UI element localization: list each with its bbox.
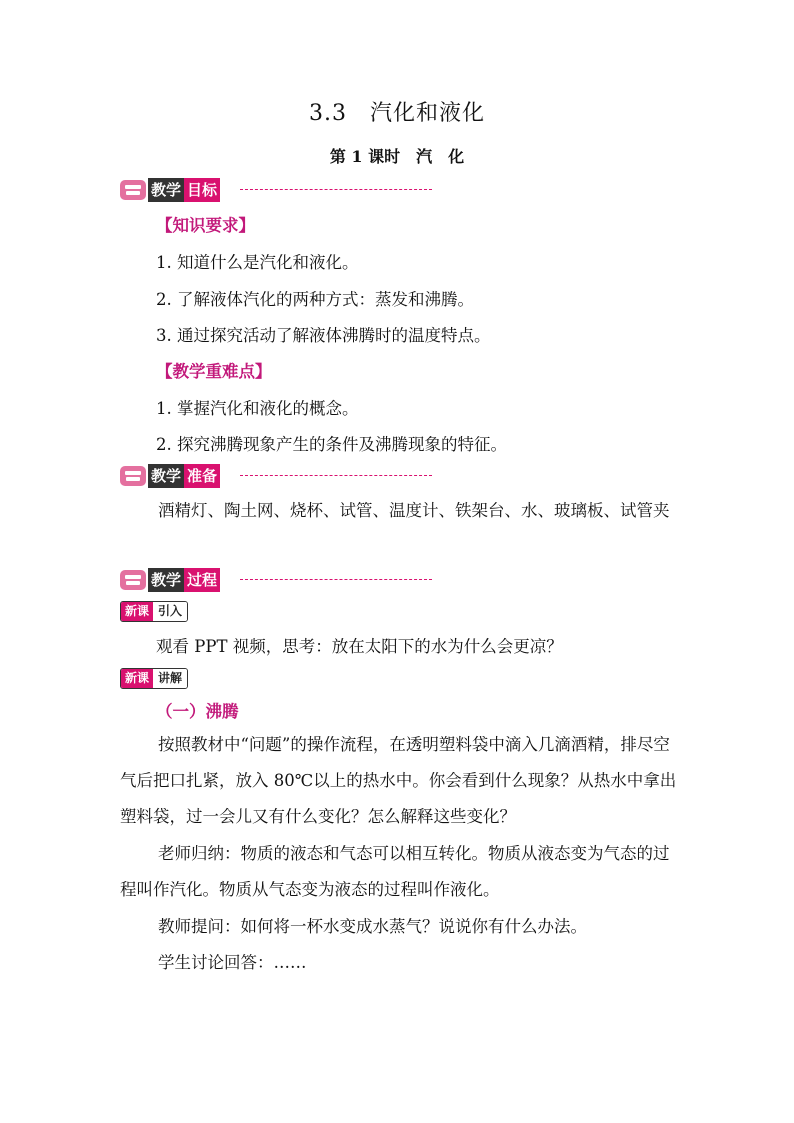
knowledge-item-1: 1. 知道什么是汽化和液化。 <box>156 253 359 272</box>
section-label-prep-a: 教学 <box>148 464 184 488</box>
badge-intro <box>120 601 188 622</box>
section-divider <box>240 579 432 580</box>
section-label-prep-b: 准备 <box>184 464 220 488</box>
section-label-process-a: 教学 <box>148 568 184 592</box>
books-icon <box>120 570 146 590</box>
section-header-process <box>120 568 440 592</box>
lecture-subheading: （一）沸腾 <box>156 702 239 721</box>
knowledge-heading: 【知识要求】 <box>156 216 255 235</box>
section-header-goals <box>120 178 440 202</box>
books-icon <box>120 180 146 200</box>
lecture-paragraph-4: 学生讨论回答：…… <box>158 953 307 972</box>
badge-intro-a: 新课 <box>121 602 153 621</box>
badge-lecture-b: 讲解 <box>153 669 187 688</box>
knowledge-item-2: 2. 了解液体汽化的两种方式：蒸发和沸腾。 <box>156 290 474 309</box>
prep-materials: 酒精灯、陶土网、烧杯、试管、温度计、铁架台、水、玻璃板、试管夹 <box>158 501 670 520</box>
section-header-prep <box>120 464 440 488</box>
lesson-subtitle: 第 1 课时 汽 化 <box>329 147 465 166</box>
section-divider <box>240 475 432 476</box>
page-title: 3.3 汽化和液化 <box>309 101 485 126</box>
keypoints-item-2: 2. 探究沸腾现象产生的条件及沸腾现象的特征。 <box>156 435 507 454</box>
keypoints-item-1: 1. 掌握汽化和液化的概念。 <box>156 399 359 418</box>
section-label-goals-a: 教学 <box>148 178 184 202</box>
keypoints-heading: 【教学重难点】 <box>156 362 272 381</box>
badge-intro-b: 引入 <box>153 602 187 621</box>
section-divider <box>240 189 432 190</box>
knowledge-item-3: 3. 通过探究活动了解液体沸腾时的温度特点。 <box>156 326 491 345</box>
badge-lecture <box>120 668 188 689</box>
lecture-paragraph-1: 按照教材中“问题”的操作流程，在透明塑料袋中滴入几滴酒精，排尽空气后把口扎紧，放入 80℃以上的热水中。你会看到什么现象？从热水中拿出塑料袋，过一会儿又有什么变化？怎么解释这些变化？ <box>120 735 677 826</box>
section-label-process-b: 过程 <box>184 568 220 592</box>
section-label-goals-b: 目标 <box>184 178 220 202</box>
books-icon <box>120 466 146 486</box>
lecture-paragraph-2: 老师归纳：物质的液态和气态可以相互转化。物质从液态变为气态的过程叫作汽化。物质从气态变为液态的过程叫作液化。 <box>120 844 670 899</box>
badge-lecture-a: 新课 <box>121 669 153 688</box>
intro-text: 观看 PPT 视频，思考：放在太阳下的水为什么会更凉？ <box>156 637 563 656</box>
lecture-paragraph-3: 教师提问：如何将一杯水变成水蒸气？说说你有什么办法。 <box>158 917 587 936</box>
